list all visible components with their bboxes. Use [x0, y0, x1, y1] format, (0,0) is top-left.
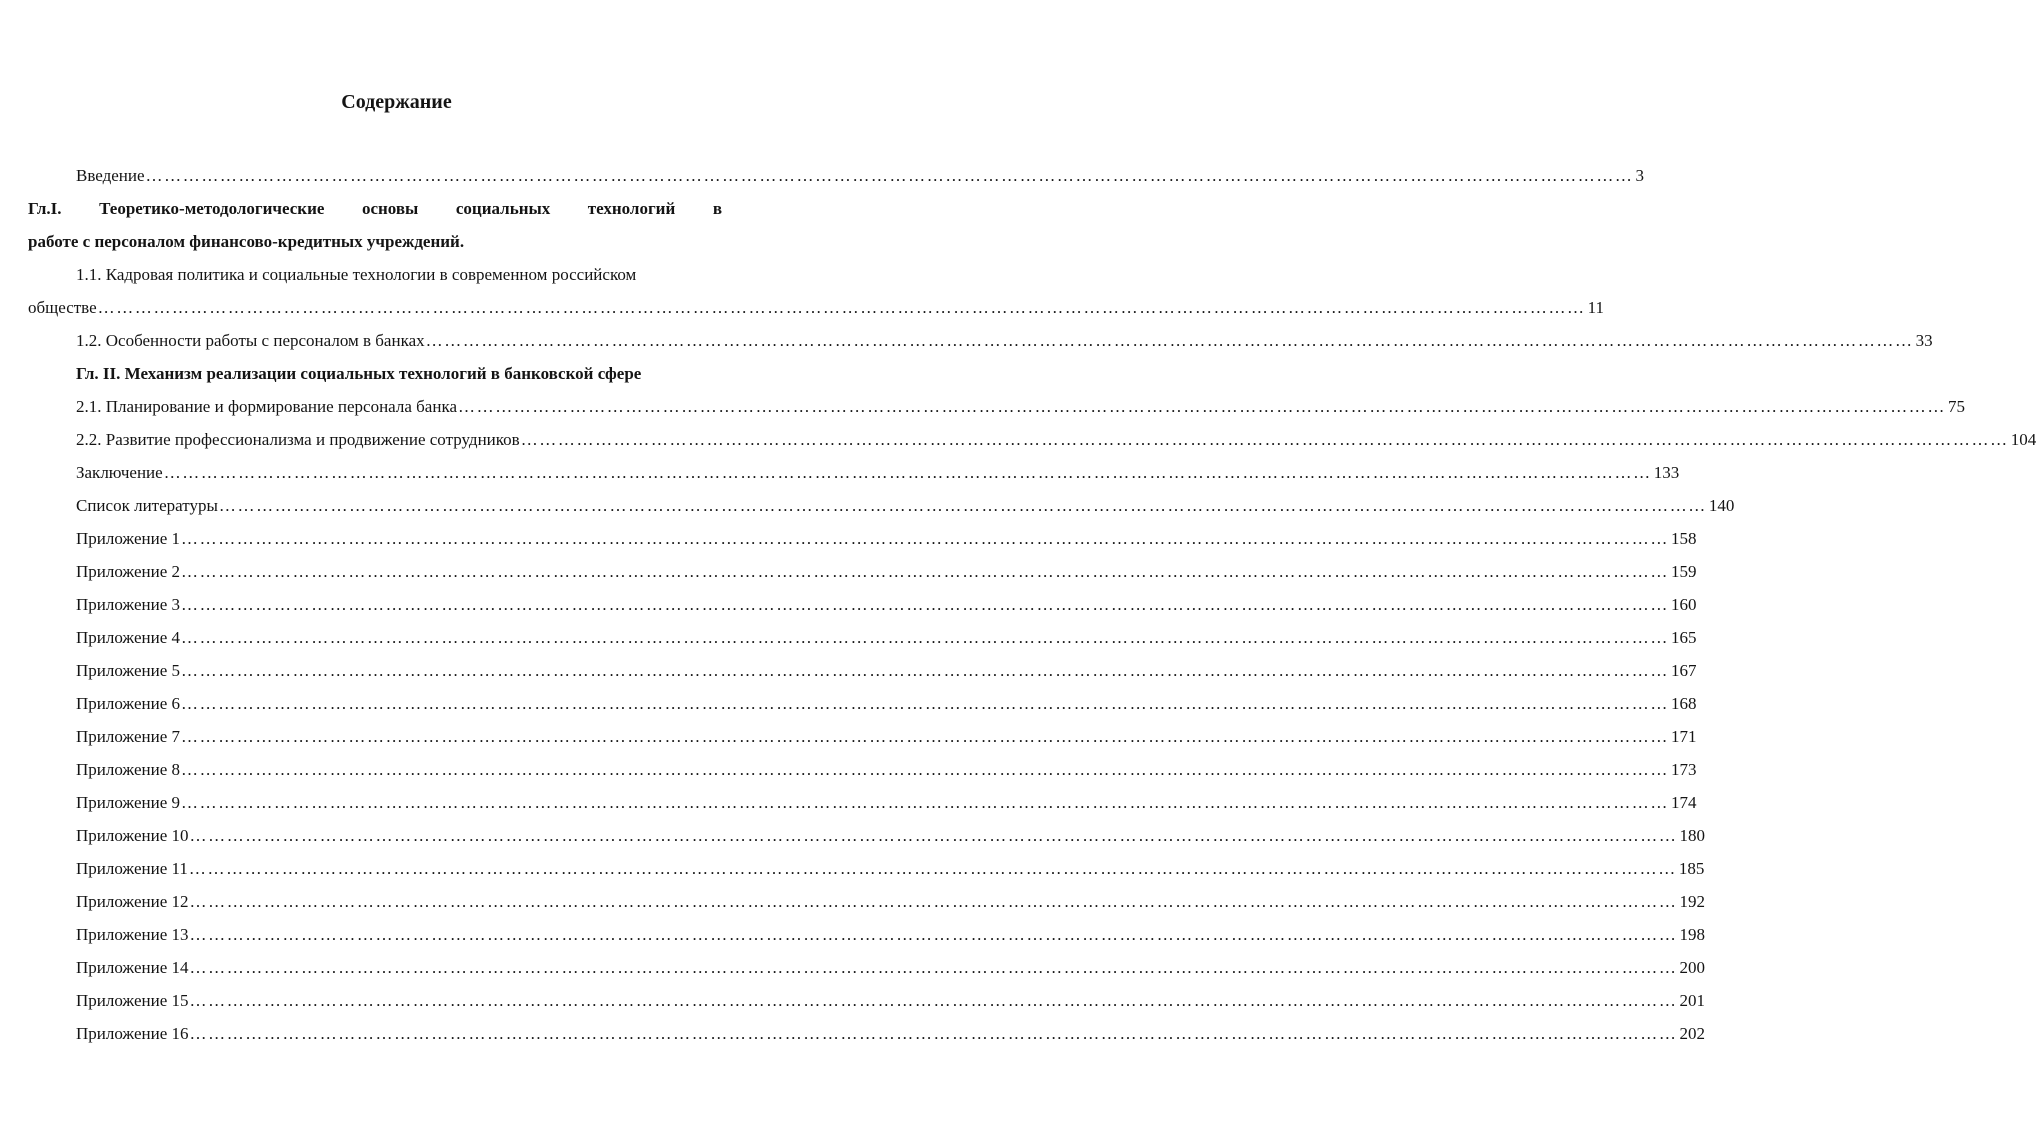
toc-entry-section-2-2[interactable] [76, 429, 2036, 451]
toc-entry-label: 2.2. Развитие профессионализма и продвижение сотрудников [76, 430, 520, 449]
dot-leader: …………………………………………………………………………………………………………………………………………………………………………………………………………………… [425, 331, 1914, 350]
toc-entry-page: 202 [1679, 1024, 1705, 1043]
toc-entry-introduction[interactable] [76, 165, 1645, 187]
toc-entry-label: Приложение 3 [76, 595, 180, 614]
toc-entry-page: 173 [1671, 760, 1697, 779]
toc-entry-label: Приложение 11 [76, 859, 188, 878]
toc-entry-page: 167 [1671, 661, 1697, 680]
toc-entry-appendix-9[interactable] [76, 792, 1697, 814]
dot-leader: …………………………………………………………………………………………………………………………………………………………………………………………………………………… [189, 892, 1678, 911]
toc-entry-appendix-7[interactable] [76, 726, 1697, 748]
dot-leader: …………………………………………………………………………………………………………………………………………………………………………………………………………………… [181, 628, 1669, 647]
toc-entry-page: 185 [1678, 859, 1705, 878]
dot-leader: …………………………………………………………………………………………………………………………………………………………………………………………………………………… [188, 859, 1677, 878]
toc-chapter-1-heading[interactable]: Гл.I. Теоретико-методологические основы социальных технологий в [28, 199, 722, 218]
dot-leader: …………………………………………………………………………………………………………………………………………………………………………………………………………………… [189, 826, 1678, 845]
toc-entry-page: 33 [1915, 331, 1933, 350]
toc-entry-page: 180 [1679, 826, 1705, 845]
toc-entry-appendix-5[interactable] [76, 660, 1697, 682]
toc-entry-appendix-16[interactable] [76, 1023, 1705, 1045]
toc-entry-appendix-2[interactable] [76, 561, 1697, 583]
dot-leader: …………………………………………………………………………………………………………………………………………………………………………………………………………………… [181, 694, 1669, 713]
toc-entry-label: 1.1. Кадровая политика и социальные технологии в современном российском [76, 265, 637, 284]
dot-leader: …………………………………………………………………………………………………………………………………………………………………………………………………………………… [458, 397, 1946, 416]
toc-entry-label: Приложение 13 [76, 925, 189, 944]
toc-entry-appendix-13[interactable] [76, 924, 1705, 946]
toc-chapter-1-heading-continued[interactable]: работе с персоналом финансово-кредитных учреждений. [28, 232, 465, 251]
toc-entry-page: 133 [1653, 463, 1680, 482]
toc-entry-appendix-8[interactable] [76, 759, 1697, 781]
toc-entry-conclusion[interactable] [76, 462, 1680, 484]
toc-entry-page: 158 [1671, 529, 1697, 548]
toc-entry-appendix-1[interactable] [76, 528, 1697, 550]
toc-entry-label: обществе [28, 298, 97, 317]
toc-entry-appendix-14[interactable] [76, 957, 1705, 979]
toc-entry-appendix-15[interactable] [76, 990, 1705, 1012]
toc-entry-label: Приложение 5 [76, 661, 180, 680]
toc-entry-label: Приложение 10 [76, 826, 189, 845]
toc-entry-label: Приложение 12 [76, 892, 189, 911]
dot-leader: …………………………………………………………………………………………………………………………………………………………………………………………………………………… [145, 166, 1634, 185]
toc-entry-appendix-3[interactable] [76, 594, 1697, 616]
toc-entry-label: Приложение 15 [76, 991, 189, 1010]
toc-entry-page: 192 [1679, 892, 1705, 911]
dot-leader: …………………………………………………………………………………………………………………………………………………………………………………………………………………… [189, 958, 1678, 977]
toc-entry-label: Приложение 8 [76, 760, 180, 779]
dot-leader: …………………………………………………………………………………………………………………………………………………………………………………………………………………… [520, 430, 2009, 449]
toc-entry-page: 168 [1671, 694, 1697, 713]
toc-entry-section-1-2[interactable] [76, 330, 1933, 352]
toc-entry-label: Приложение 9 [76, 793, 180, 812]
toc-entry-page: 171 [1671, 727, 1697, 746]
dot-leader: …………………………………………………………………………………………………………………………………………………………………………………………………………………… [218, 496, 1707, 515]
toc-entry-section-1-1[interactable] [76, 264, 722, 286]
toc-entry-page: 174 [1671, 793, 1697, 812]
dot-leader: …………………………………………………………………………………………………………………………………………………………………………………………………………………… [181, 727, 1669, 746]
toc-entry-page: 165 [1671, 628, 1697, 647]
toc-entry-appendix-6[interactable] [76, 693, 1697, 715]
toc-entry-page: 140 [1708, 496, 1735, 515]
toc-entry-page: 160 [1671, 595, 1697, 614]
dot-leader: …………………………………………………………………………………………………………………………………………………………………………………………………………………… [181, 661, 1669, 680]
toc-entry-label: Приложение 14 [76, 958, 189, 977]
toc-entry-page: 198 [1679, 925, 1705, 944]
dot-leader: …………………………………………………………………………………………………………………………………………………………………………………………………………………… [189, 1024, 1678, 1043]
dot-leader: …………………………………………………………………………………………………………………………………………………………………………………………………………………… [163, 463, 1652, 482]
toc-entry-label: Введение [76, 166, 145, 185]
toc-entry-appendix-4[interactable] [76, 627, 1697, 649]
toc-entry-page: 75 [1948, 397, 1965, 416]
toc-entry-page: 3 [1635, 166, 1645, 185]
toc-entry-appendix-12[interactable] [76, 891, 1705, 913]
toc-entry-label: Заключение [76, 463, 163, 482]
toc-entry-bibliography[interactable] [76, 495, 1735, 517]
dot-leader: …………………………………………………………………………………………………………………………………………………………………………………………………………………… [181, 529, 1669, 548]
dot-leader: …………………………………………………………………………………………………………………………………………………………………………………………………………………… [181, 793, 1669, 812]
dot-leader: …………………………………………………………………………………………………………………………………………………………………………………………………………………… [189, 991, 1678, 1010]
toc-entry-page: 201 [1679, 991, 1705, 1010]
toc-chapter-2-heading[interactable]: Гл. II. Механизм реализации социальных технологий в банковской сфере [76, 364, 642, 383]
dot-leader: …………………………………………………………………………………………………………………………………………………………………………………………………………………… [181, 760, 1669, 779]
toc-entry-page: 200 [1679, 958, 1705, 977]
toc-entry-label: 2.1. Планирование и формирование персонала банка [76, 397, 457, 416]
toc-entry-section-2-1[interactable] [76, 396, 1965, 418]
page-title: Содержание [341, 91, 452, 113]
dot-leader: …………………………………………………………………………………………………………………………………………………………………………………………………………………… [181, 595, 1669, 614]
dot-leader: …………………………………………………………………………………………………………………………………………………………………………………………………………………… [181, 562, 1669, 581]
toc-entry-label: Приложение 16 [76, 1024, 189, 1043]
toc-entry-section-1-1-continued[interactable] [28, 297, 1605, 319]
toc-entry-label: Приложение 4 [76, 628, 180, 647]
toc-entry-label: Приложение 7 [76, 727, 180, 746]
toc-entry-label: Список литературы [76, 496, 218, 515]
toc-entry-page: 11 [1587, 298, 1605, 317]
toc-entry-appendix-11[interactable] [76, 858, 1705, 880]
toc-entry-label: Приложение 6 [76, 694, 180, 713]
toc-entry-page: 104 [2010, 430, 2036, 449]
dot-leader: …………………………………………………………………………………………………………………………………………………………………………………………………………………… [189, 925, 1678, 944]
toc-entry-appendix-10[interactable] [76, 825, 1705, 847]
toc-entry-page: 159 [1671, 562, 1697, 581]
dot-leader: …………………………………………………………………………………………………………………………………………………………………………………………………………………… [97, 298, 1586, 317]
toc-entry-label: 1.2. Особенности работы с персоналом в банках [76, 331, 425, 350]
toc-entry-label: Приложение 2 [76, 562, 180, 581]
toc-entry-label: Приложение 1 [76, 529, 180, 548]
